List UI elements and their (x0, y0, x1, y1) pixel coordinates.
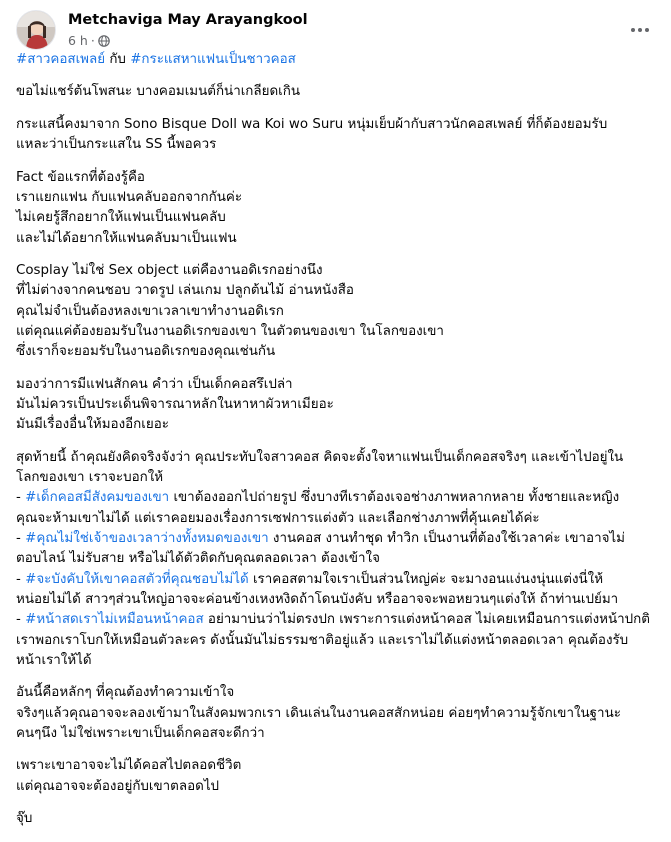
text-segment: อย่ามาบ่นว่าไม่ตรงปก เพราะการแต่งหน้าคอส ไม่เคยเหมือนการแต่งหน้าปกติ (203, 612, 650, 628)
text-segment: และไม่ได้อยากให้แฟนคลับมาเป็นแฟน (16, 230, 237, 246)
text-line (16, 651, 656, 671)
text-segment: Fact ข้อแรกที่ต้องรู้คือ (16, 169, 145, 185)
text-segment: จุ๊บ (16, 811, 33, 827)
post-time[interactable]: 6 h (68, 33, 88, 48)
text-line (16, 281, 656, 301)
avatar-image (17, 11, 56, 50)
hashtag-link[interactable]: #กระแสหาแฟนเป็นชาวคอส (130, 52, 296, 67)
text-segment: คุณจะห้ามเขาไม่ได้ แต่เราคอยมองเรื่องการเซฟการแต่งตัว และเลือกช่างภาพที่คุ้นเคยได้ค่ะ (16, 510, 540, 526)
text-line (16, 529, 656, 549)
text-line (16, 704, 656, 724)
more-horizontal-icon (630, 27, 650, 33)
text-line (16, 82, 656, 102)
text-line (16, 777, 656, 797)
text-line (16, 549, 656, 569)
text-segment: ตอบไลน์ ไม่รับสาย หรือไม่ได้ตัวติดกับคุณตลอดเวลา ต้องเข้าใจ (16, 551, 380, 567)
text-line (16, 570, 656, 590)
text-line (16, 375, 656, 395)
globe-icon (98, 35, 110, 47)
text-segment: งานคอส งานทำชุด ทำวิก เป็นงานที่ต้องใช้เวลาค่ะ เขาอาจไม่ (268, 531, 625, 547)
text-line (16, 135, 656, 155)
text-segment: กระแสนี้คงมาจาก Sono Bisque Doll wa Koi wo Suru หนุ่มเย็บผ้ากับสาวนักคอสเพลย์ ที่ก็ต้องยอมรับ (16, 116, 608, 132)
text-line (16, 322, 656, 342)
text-segment: ซึ่งเราก็จะยอมรับในงานอดิเรกของคุณเช่นกัน (16, 344, 276, 360)
post-paragraph (16, 261, 656, 362)
text-segment: หน้าเราให้ได้ (16, 652, 92, 668)
text-segment: อันนี้คือหลักๆ ที่คุณต้องทำความเข้าใจ (16, 685, 235, 701)
author-name[interactable]: Metchaviga May Arayangkool (68, 12, 308, 28)
text-segment: คนๆนึง ไม่ใช่เพราะเขาเป็นเด็กคอสจะดีกว่า (16, 725, 265, 741)
text-segment: เพราะเขาอาจจะไม่ได้คอสไปตลอดชีวิต (16, 758, 242, 774)
hashtag-link[interactable]: #คุณไม่ใช่เจ้าของเวลาว่างทั้งหมดของเขา (25, 531, 269, 547)
post-meta (68, 33, 110, 48)
text-line (16, 261, 656, 281)
post-header (16, 10, 656, 50)
text-line (16, 448, 656, 468)
text-segment: กับ (105, 52, 131, 67)
hashtag-link[interactable]: #เด็กคอสมีสังคมของเขา (25, 490, 170, 506)
text-segment: หน่อยไม่ได้ สาวๆส่วนใหญ่อาจจะค่อนข้างเหงหงิดถ้าโดนบังคับ หรืออาจจะพอหยวนๆแต่งให้ ถ้าท่านเปย์มา (16, 591, 619, 607)
text-segment: มันไม่ควรเป็นประเด็นพิจารณาหลักในหาหาผัวหาเมียอะ (16, 397, 334, 413)
text-line (16, 342, 656, 362)
text-segment: มันมีเรื่องอื่นให้มองอีกเยอะ (16, 417, 169, 433)
text-line (16, 590, 656, 610)
text-line (16, 50, 656, 70)
text-line (16, 468, 656, 488)
text-line (16, 509, 656, 529)
post-body (16, 50, 656, 842)
hashtag-link[interactable]: #สาวคอสเพลย์ (16, 52, 106, 67)
text-segment: มองว่าการมีแฟนสักคน คำว่า เป็นเด็กคอสรึเปล่า (16, 376, 293, 392)
text-line (16, 683, 656, 703)
text-segment: คุณไม่จำเป็นต้องหลงเขาเวลาเขาทำงานอดิเรก (16, 303, 284, 319)
text-segment: ที่ไม่ต่างจากคนชอบ วาดรูป เล่นเกม ปลูกต้นไม้ อ่านหนังสือ (16, 283, 354, 299)
text-segment: โลกของเขา เราจะบอกให้ (16, 470, 164, 486)
post-paragraph (16, 448, 656, 671)
post-paragraph (16, 168, 656, 249)
text-segment: แต่คุณอาจจะต้องอยู่กับเขาตลอดไป (16, 778, 220, 794)
text-segment: เราแยกแฟน กับแฟนคลับออกจากกันค่ะ (16, 190, 243, 206)
text-segment: ไม่เคยรู้สึกอยากให้แฟนเป็นแฟนคลับ (16, 210, 226, 226)
text-line (16, 395, 656, 415)
post-paragraph (16, 809, 656, 829)
post-paragraph (16, 375, 656, 436)
hashtag-link[interactable]: #จะบังคับให้เขาคอสตัวที่คุณชอบไม่ได้ (25, 571, 249, 587)
text-segment: - (16, 571, 26, 587)
meta-separator: · (90, 33, 95, 48)
text-segment: สุดท้ายนี้ ถ้าคุณยังคิดจริงจังว่า คุณประทับใจสาวคอส คิดจะตั้งใจหาแฟนเป็นเด็กคอสจริงๆ และเข้าไปอยู่ใน (16, 449, 624, 465)
text-segment: Cosplay ไม่ใช่ Sex object แต่คืองานอดิเรกอย่างนึง (16, 263, 323, 279)
post-paragraph (16, 115, 656, 156)
text-line (16, 415, 656, 435)
post-paragraph (16, 683, 656, 744)
text-line (16, 610, 656, 630)
text-line (16, 208, 656, 228)
text-segment: แหละว่าเป็นกระแสใน SS นี้พอควร (16, 137, 217, 153)
more-options-button[interactable] (624, 14, 656, 46)
hashtag-link[interactable]: #หน้าสดเราไม่เหมือนหน้าคอส (25, 612, 204, 628)
post-paragraph (16, 756, 656, 797)
text-segment: เราคอสตามใจเราเป็นส่วนใหญ่ค่ะ จะมางอนแง่นงนุ่นแต่งนี่ให้ (248, 571, 604, 587)
text-line (16, 302, 656, 322)
text-line (16, 756, 656, 776)
text-line (16, 724, 656, 744)
text-line (16, 488, 656, 508)
post-paragraph (16, 50, 656, 70)
text-segment: - (16, 531, 26, 547)
text-line (16, 229, 656, 249)
text-segment: - (16, 612, 26, 628)
text-line (16, 115, 656, 135)
text-line (16, 809, 656, 829)
text-segment: แต่คุณแค่ต้องยอมรับในงานอดิเรกของเขา ในตัวตนของเขา ในโลกของเขา (16, 324, 444, 340)
text-segment: ขอไม่แชร์ต้นโพสนะ บางคอมเมนต์ก็น่าเกลียดเกิน (16, 84, 301, 100)
post-paragraph (16, 82, 656, 102)
text-line (16, 168, 656, 188)
text-line (16, 188, 656, 208)
avatar[interactable] (16, 10, 56, 50)
text-segment: - (16, 490, 26, 506)
text-segment: เราพอกเราโบกให้เหมือนตัวละคร ดังนั้นมันไม่ธรรมชาติอยู่แล้ว และเราไม่ได้แต่งหน้าตลอดเวลา คุณต้องรับ (16, 632, 629, 648)
text-segment: เขาต้องออกไปถ่ายรูป ซึ่งบางทีเราต้องเจอช่างภาพหลากหลาย ทั้งชายและหญิง (169, 490, 620, 506)
text-segment: จริงๆแล้วคุณอาจจะลองเข้ามาในสังคมพวกเรา เดินเล่นในงานคอสสักหน่อย ค่อยๆทำความรู้จักเขาในฐานะ (16, 705, 621, 721)
text-line (16, 631, 656, 651)
